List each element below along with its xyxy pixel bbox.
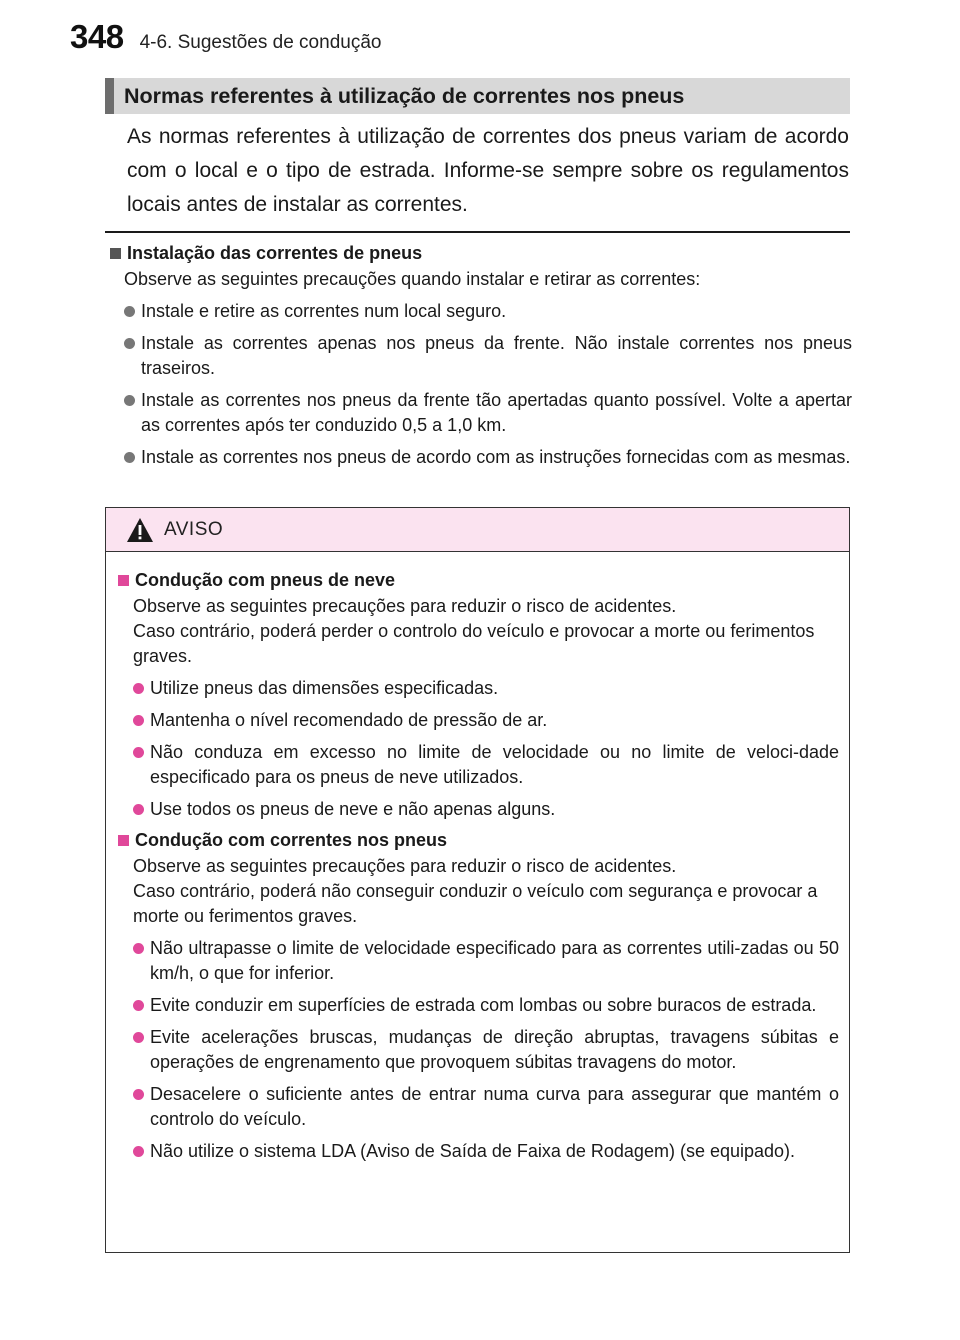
list-item	[124, 331, 852, 381]
bullet-dot-icon	[133, 1146, 144, 1157]
page-header	[70, 18, 381, 56]
bullet-dot-icon	[133, 1032, 144, 1043]
list-item-text: Use todos os pneus de neve e não apenas alguns.	[150, 799, 556, 819]
bullet-dot-icon	[124, 395, 135, 406]
section-reference: 4-6. Sugestões de condução	[139, 32, 382, 53]
list-item	[124, 299, 852, 324]
bullet-dot-icon	[133, 715, 144, 726]
bullet-dot-icon	[133, 943, 144, 954]
list-item	[124, 445, 852, 470]
bullet-dot-icon	[133, 1000, 144, 1011]
bullet-dot-icon	[124, 306, 135, 317]
bullet-dot-icon	[133, 747, 144, 758]
square-bullet-icon	[110, 248, 121, 259]
installation-text: Observe as seguintes precauções quando instalar e retirar as correntes:	[124, 269, 701, 289]
bullet-dot-icon	[124, 452, 135, 463]
installation-section	[110, 243, 852, 470]
bullet-dot-icon	[133, 1089, 144, 1100]
list-item-text: Instale e retire as correntes num local seguro.	[141, 301, 507, 321]
list-item-text: Utilize pneus das dimensões especificadas.	[150, 678, 499, 698]
installation-heading	[110, 243, 852, 264]
square-bullet-icon	[118, 575, 129, 586]
bullet-dot-icon	[133, 683, 144, 694]
snow-tires-consequence: Caso contrário, poderá perder o controlo do veículo e provocar a morte ou ferimentos graves.	[133, 621, 815, 666]
page-number: 348	[70, 18, 124, 55]
list-item-text: Desacelere o suficiente antes de entrar numa curva para assegurar que mantém o controlo do veículo.	[150, 1084, 839, 1129]
section-title: Normas referentes à utilização de correntes nos pneus	[124, 83, 685, 108]
bullet-dot-icon	[124, 338, 135, 349]
list-item-text: Evite acelerações bruscas, mudanças de direção abruptas, travagens súbitas e operações de engrenamento que provoquem súbitas travagens do motor.	[150, 1027, 839, 1072]
list-item	[133, 740, 839, 790]
square-bullet-icon	[118, 835, 129, 846]
bullet-dot-icon	[133, 804, 144, 815]
list-item-text: Instale as correntes apenas nos pneus da frente. Não instale correntes nos pneus traseiros.	[141, 333, 852, 378]
list-item	[133, 708, 839, 733]
intro-paragraph: As normas referentes à utilização de correntes dos pneus variam de acordo com o local e o tipo de estrada. Informe-se sempre sobre os regulamentos locais antes de instalar as correntes.	[127, 125, 849, 216]
list-item	[133, 993, 839, 1018]
warning-body	[106, 552, 849, 1164]
list-item	[133, 936, 839, 986]
snow-tires-text: Observe as seguintes precauções para reduzir o risco de acidentes.	[133, 596, 677, 616]
list-item	[133, 1139, 839, 1164]
warning-box	[105, 507, 850, 1253]
list-item-text: Não conduza em excesso no limite de velocidade ou no limite de veloci-dade especificado para os pneus de neve utilizados.	[150, 742, 839, 787]
warning-header	[106, 508, 849, 552]
chains-heading	[118, 830, 839, 851]
warning-title: AVISO	[164, 518, 224, 540]
list-item-text: Evite conduzir em superfícies de estrada com lombas ou sobre buracos de estrada.	[150, 995, 817, 1015]
snow-tires-heading-text: Condução com pneus de neve	[135, 570, 396, 590]
chains-text: Observe as seguintes precauções para reduzir o risco de acidentes.	[133, 856, 677, 876]
chains-heading-text: Condução com correntes nos pneus	[135, 830, 448, 850]
section-title-bar	[105, 78, 850, 114]
chains-consequence: Caso contrário, poderá não conseguir conduzir o veículo com segurança e provocar a morte ou ferimentos graves.	[133, 881, 818, 926]
list-item-text: Não utilize o sistema LDA (Aviso de Saída de Faixa de Rodagem) (se equipado).	[150, 1141, 796, 1161]
spacer	[118, 822, 839, 830]
list-item	[133, 676, 839, 701]
list-item	[124, 388, 852, 438]
list-item	[133, 797, 839, 822]
snow-tires-heading	[118, 570, 839, 591]
list-item-text: Mantenha o nível recomendado de pressão de ar.	[150, 710, 548, 730]
list-item-text: Instale as correntes nos pneus de acordo com as instruções fornecidas com as mesmas.	[141, 447, 851, 467]
list-item-text: Não ultrapasse o limite de velocidade especificado para as correntes utili-zadas ou 50 km/h, o que for inferior.	[150, 938, 839, 983]
list-item	[133, 1082, 839, 1132]
divider	[105, 231, 850, 233]
list-item	[133, 1025, 839, 1075]
installation-heading-text: Instalação das correntes de pneus	[127, 243, 423, 263]
list-item-text: Instale as correntes nos pneus da frente tão apertadas quanto possível. Volte a apertar as correntes após ter conduzido 0,5 a 1,0 km.	[141, 390, 852, 435]
warning-triangle-icon	[126, 517, 154, 543]
